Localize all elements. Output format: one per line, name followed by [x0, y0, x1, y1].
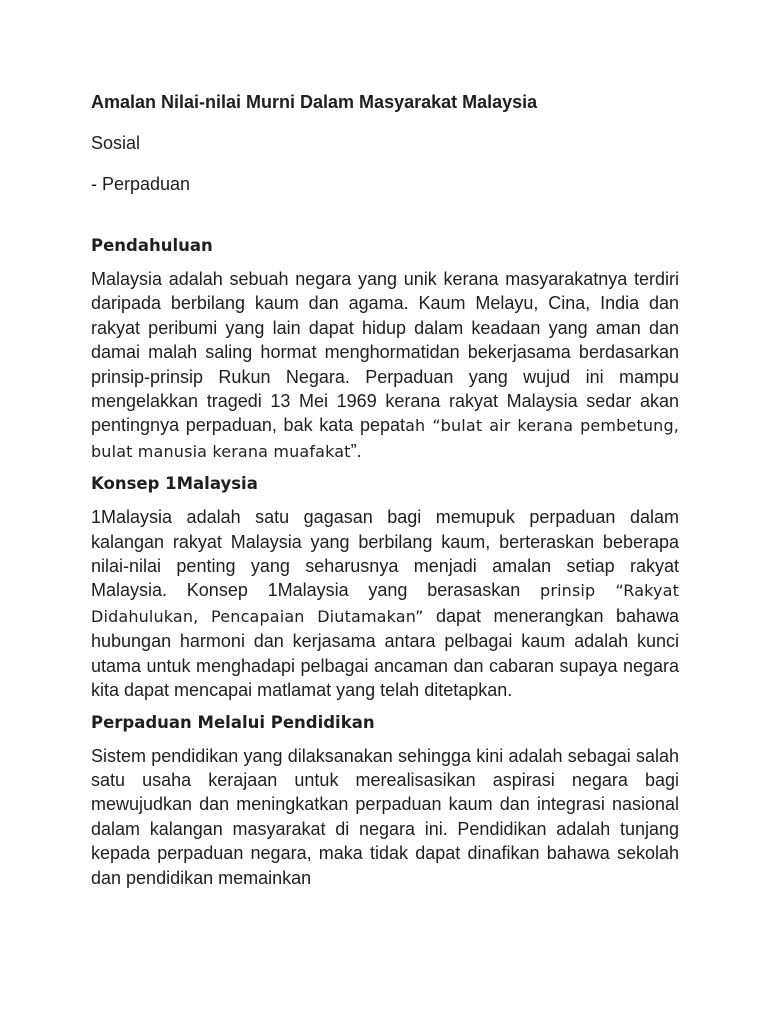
section-heading-pendahuluan: Pendahuluan — [91, 236, 213, 255]
document-title: Amalan Nilai-nilai Murni Dalam Masyarakat Malaysia — [91, 92, 538, 112]
section-heading-konsep-1malaysia: Konsep 1Malaysia — [91, 474, 258, 494]
document-page — [91, 90, 679, 898]
paragraph-text: 1Malaysia adalah satu gagasan bagi memupuk perpaduan dalam kalangan rakyat Malaysia yang berbilang kaum, berteraskan beberapa nilai-nilai penting yang seharusnya menjadi amalan setiap rakyat Malaysia. Konsep 1Malaysia yang berasaskan — [91, 507, 679, 601]
paragraph-pendahuluan — [91, 267, 679, 464]
subcategory-label: - Perpaduan — [91, 174, 191, 194]
paragraph-text-end: dapat menerangkan bahawa hubungan harmoni dan kerjasama antara pelbagai kaum adalah kunci utama untuk menghadapi pelbagai ancaman dan cabaran supaya negara kita dapat mencapai matlamat yang telah ditetapkan. — [91, 605, 679, 701]
paragraph-text-end: ”. — [350, 440, 362, 461]
paragraph-text: Malaysia adalah sebuah negara yang unik kerana masyarakatnya terdiri daripada berbilang kaum dan agama. Kaum Melayu, Cina, India dan rakyat peribumi yang lain dapat hidup dalam keadaan yang aman dan damai malah saling hormat menghormatidan bekerjasama berdasarkan prinsip-prinsip Rukun Negara. Perpaduan yang wujud ini mampu mengelakkan tragedi 13 Mei 1969 kerana rakyat Malaysia sedar akan pentingnya perpaduan, bak kata pepat — [91, 269, 679, 436]
quote-text: ah “bulat air kerana pembetung, bulat manusia kerana muafakat — [91, 416, 679, 461]
paragraph-text: Sistem pendidikan yang dilaksanakan sehingga kini adalah sebagai salah satu usaha kerajaan untuk merealisasikan aspirasi negara bagi mewujudkan dan meningkatkan perpaduan kaum dan integrasi nasional dalam kalangan masyarakat di negara ini. Pendidikan adalah tunjang kepada perpaduan negara, maka tidak dapat dinafikan bahawa sekolah dan pendidikan memainkan — [91, 745, 679, 888]
paragraph-perpaduan-pendidikan — [91, 744, 679, 890]
section-heading-perpaduan-pendidikan: Perpaduan Melalui Pendidikan — [91, 712, 375, 732]
quote-text: prinsip “Rakyat Didahulukan, Pencapaian Diutamakan” — [91, 581, 679, 626]
category-label: Sosial — [91, 133, 141, 153]
paragraph-konsep-1malaysia — [91, 505, 679, 702]
